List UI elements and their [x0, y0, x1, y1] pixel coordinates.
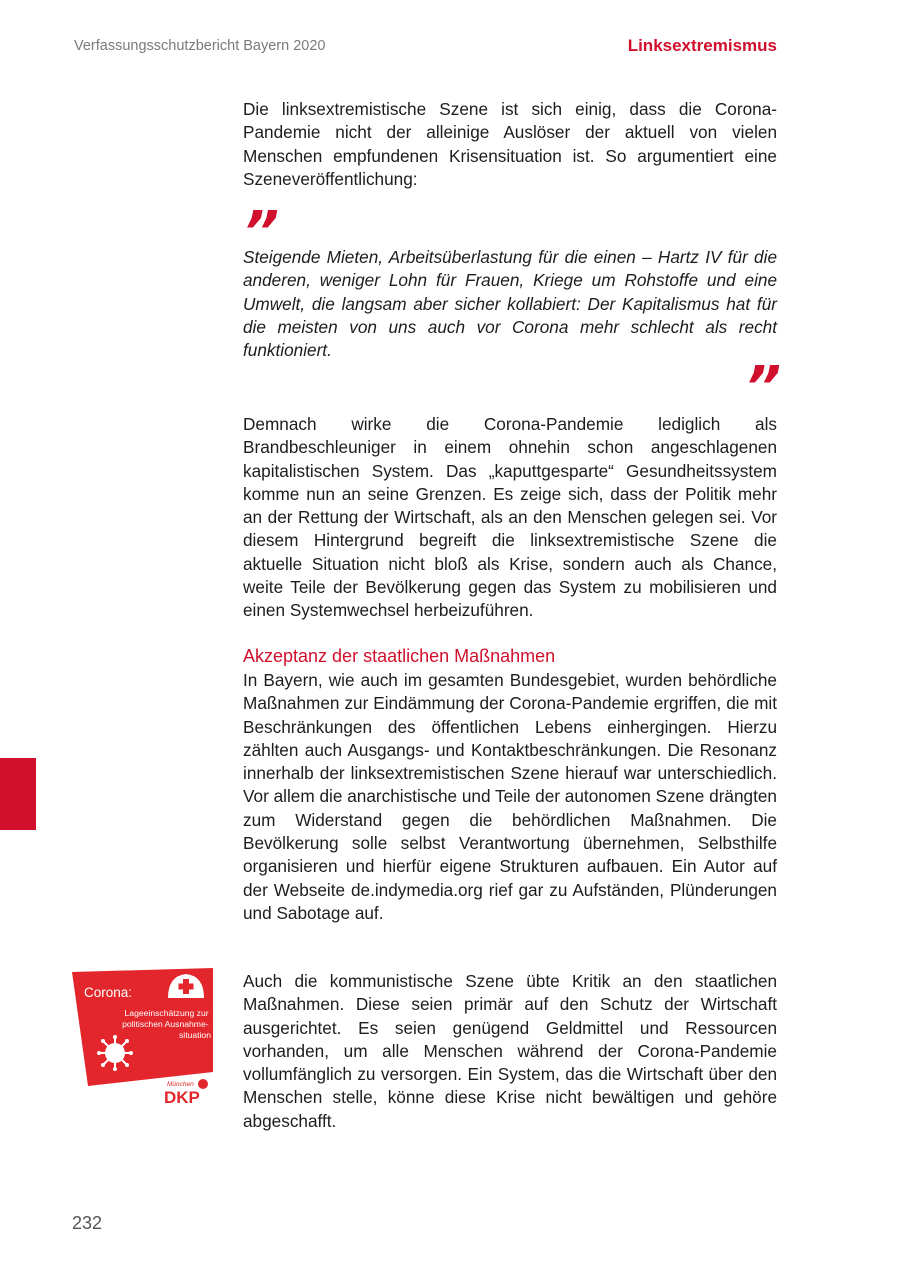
- poster-city: München: [167, 1081, 194, 1088]
- section-heading: Akzeptanz der staatlichen Maßnahmen: [243, 646, 556, 666]
- virus-icon: [97, 1035, 133, 1071]
- body-paragraph-4: Auch die kommunistische Szene übte Kritik an den staatlichen Maßnahmen. Diese seien primär auf den Schutz der Wirtschaft ausgerichtet. Es seien genügend Geldmittel und Ressourcen vorhanden, um alle Menschen während der Corona-Pandemie vollumfänglich zu versorgen. Ein System, das die Wirtschaft über den Menschen stelle, könne diese Krise nicht bewältigen und gehöre abgeschafft.: [243, 971, 777, 1131]
- poster-subtitle-line-2: politischen Ausnahme-: [122, 1019, 209, 1029]
- poster-subtitle-line-1: Lageeinschätzung zur: [124, 1008, 209, 1018]
- running-header-section: Linksextremismus: [627, 36, 777, 55]
- intro-paragraph: Die linksextremistische Szene ist sich einig, dass die Corona-Pandemie nicht der alleinige Auslöser der aktuell von vielen Menschen empfundenen Krisensituation ist. So argumentiert eine Szeneveröffentlichung:: [243, 99, 777, 189]
- body-paragraph-3: In Bayern, wie auch im gesamten Bundesgebiet, wurden behördliche Maßnahmen zur Eindämmung der Corona-Pandemie ergriffen, die mit Beschränkungen des öffentlichen Lebens einhergingen. Hierzu zählten auch Ausgangs- und Kontaktbeschränkungen. Die Resonanz innerhalb der linksextremistischen Szene hierauf war unterschiedlich. Vor allem die anarchistische und Teile der autonomen Szene drängten zum Widerstand gegen die behördlichen Maßnahmen. Die Bevölkerung solle selbst Verantwortung übernehmen, Selbsthilfe organisieren und hierfür eigene Strukturen aufbauen. Ein Autor auf der Webseite de.indymedia.org rief gar zu Aufständen, Plünderungen und Sabotage auf.: [243, 670, 777, 923]
- running-header-publication: Verfassungsschutzbericht Bayern 2020: [74, 38, 326, 54]
- poster-org: DKP: [164, 1088, 200, 1107]
- poster-title: Corona:: [84, 985, 133, 1000]
- quote-open-mark: ”: [243, 200, 280, 265]
- dkp-corona-poster-image: [70, 968, 215, 1108]
- quote-close-mark: ”: [745, 355, 782, 420]
- body-paragraph-2: Demnach wirke die Corona-Pandemie lediglich als Brandbeschleuniger in einem ohnehin schon angeschlagenen kapitalistischen System. Das „kaputtgesparte“ Gesundheitssystem komme nun an seine Grenzen. Es zeige sich, dass der Politik mehr an der Rettung der Wirtschaft, als an den Menschen gelegen sei. Vor diesem Hintergrund begreift die linksextremistische Szene die aktuelle Situation nicht bloß als Krise, sondern auch als Chance, weite Teile der Bevölkerung gegen das System zu mobilisieren und einen Systemwechsel herbeizuführen.: [243, 414, 777, 621]
- poster-subtitle-line-3: situation: [178, 1030, 211, 1040]
- page-number: 232: [72, 1213, 103, 1233]
- quote-text: Steigende Mieten, Arbeitsüberlastung für die einen – Hartz IV für die anderen, weniger Lohn für Frauen, Kriege um Rohstoffe und eine Umwelt, die langsam aber sicher kollabiert: Der Kapitalismus hat für die meisten von uns auch vor Corona mehr schlecht als recht funktioniert.: [243, 247, 777, 361]
- chapter-side-marker: [0, 758, 36, 830]
